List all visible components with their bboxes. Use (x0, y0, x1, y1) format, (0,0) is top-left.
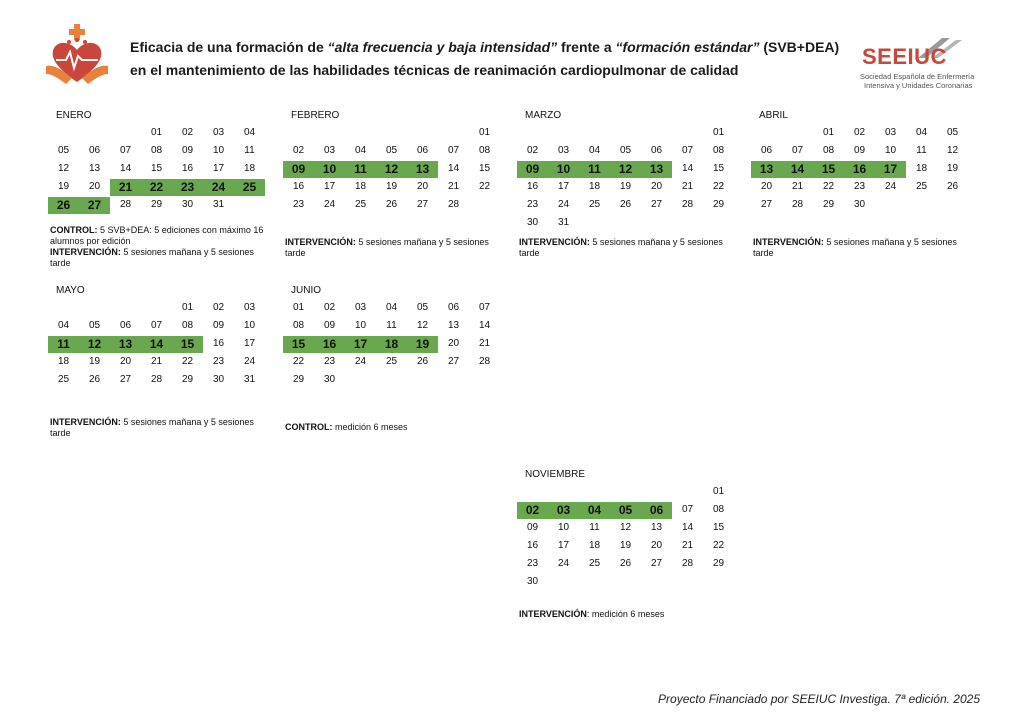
calendar-day: 07 (478, 302, 491, 313)
calendar-day: 25 (915, 181, 928, 192)
calendar-day-highlighted: 11 (48, 336, 79, 353)
calendar-day: 25 (354, 199, 367, 210)
note-mayo: INTERVENCIÓN: 5 sesiones mañana y 5 sesiones tarde (50, 417, 254, 438)
calendar-day: 12 (946, 145, 959, 156)
calendar-day: 19 (619, 181, 632, 192)
calendar-day: 19 (385, 181, 398, 192)
calendar-day-highlighted: 03 (548, 502, 579, 519)
calendar-day: 02 (181, 127, 194, 138)
calendar-day-highlighted: 12 (610, 161, 641, 178)
calendar-day: 10 (557, 522, 570, 533)
calendar-day: 02 (526, 145, 539, 156)
calendar-day: 01 (712, 486, 725, 497)
calendar-day: 06 (447, 302, 460, 313)
calendar-day: 23 (323, 356, 336, 367)
calendar-day: 10 (354, 320, 367, 331)
calendar-day: 27 (447, 356, 460, 367)
calendar-day: 25 (588, 199, 601, 210)
calendar-day: 08 (292, 320, 305, 331)
calendar-day: 28 (150, 374, 163, 385)
calendar-day-highlighted: 13 (110, 336, 141, 353)
calendar-day: 21 (791, 181, 804, 192)
calendar-day-highlighted: 09 (283, 161, 314, 178)
calendar-day: 26 (88, 374, 101, 385)
calendar-day-highlighted: 11 (345, 161, 376, 178)
calendar-day: 06 (119, 320, 132, 331)
logo-subtitle-1: Sociedad Española de Enfermería (860, 72, 975, 81)
calendar-day: 20 (447, 338, 460, 349)
calendar-day-highlighted: 16 (314, 336, 345, 353)
calendar-day: 22 (712, 181, 725, 192)
calendar-day: 17 (323, 181, 336, 192)
calendar-day: 06 (650, 145, 663, 156)
calendar-day: 29 (712, 558, 725, 569)
calendar-day: 30 (526, 217, 539, 228)
calendar-day: 14 (447, 163, 460, 174)
calendar-day: 23 (212, 356, 225, 367)
calendar-day-highlighted: 15 (172, 336, 203, 353)
calendar-day: 29 (822, 199, 835, 210)
calendar-day: 17 (557, 540, 570, 551)
calendar-day: 16 (212, 338, 225, 349)
calendar-day: 04 (385, 302, 398, 313)
calendar-day: 23 (292, 199, 305, 210)
seeiuc-logo (858, 36, 978, 92)
calendar-day-highlighted: 13 (407, 161, 438, 178)
calendar-day: 29 (150, 199, 163, 210)
note-enero: CONTROL: 5 SVB+DEA: 5 ediciones con máximo 16 alumnos por edición INTERVENCIÓN: 5 sesiones mañana y 5 sesiones tarde (50, 225, 264, 268)
calendar-day: 04 (243, 127, 256, 138)
calendar-day: 05 (946, 127, 959, 138)
calendar-day: 27 (119, 374, 132, 385)
calendar-day: 16 (292, 181, 305, 192)
calendar-day-highlighted: 04 (579, 502, 610, 519)
calendar-day-highlighted: 13 (641, 161, 672, 178)
calendar-day-highlighted: 18 (376, 336, 407, 353)
note-febrero: INTERVENCIÓN: 5 sesiones mañana y 5 sesiones tarde (285, 237, 489, 258)
calendar-day: 31 (212, 199, 225, 210)
calendar-day: 10 (212, 145, 225, 156)
calendar-day: 29 (712, 199, 725, 210)
calendar-day-highlighted: 06 (641, 502, 672, 519)
calendar-day-highlighted: 12 (79, 336, 110, 353)
calendar-day: 07 (150, 320, 163, 331)
calendar-day: 31 (243, 374, 256, 385)
logo-wordmark: SEEIUC (862, 44, 947, 69)
calendar-day: 06 (88, 145, 101, 156)
calendar-day: 22 (822, 181, 835, 192)
calendar-day: 25 (588, 558, 601, 569)
calendar-day: 22 (292, 356, 305, 367)
heart-hands-logo-icon (44, 22, 110, 88)
calendar-day: 28 (119, 199, 132, 210)
calendar-day: 24 (243, 356, 256, 367)
calendar-day: 06 (416, 145, 429, 156)
calendar-day: 22 (181, 356, 194, 367)
calendar-day-highlighted: 24 (203, 179, 234, 196)
calendar-day: 20 (650, 181, 663, 192)
calendar-day: 03 (354, 302, 367, 313)
calendar-day: 10 (243, 320, 256, 331)
calendar-day-highlighted: 17 (345, 336, 376, 353)
calendar-day: 15 (712, 163, 725, 174)
calendar-day: 03 (323, 145, 336, 156)
calendar-day: 16 (181, 163, 194, 174)
calendar-day: 14 (119, 163, 132, 174)
calendar-day: 15 (150, 163, 163, 174)
calendar-day: 03 (243, 302, 256, 313)
calendar-day: 24 (884, 181, 897, 192)
calendar-day: 05 (88, 320, 101, 331)
footer-funding-note: Proyecto Financiado por SEEIUC Investiga. 7ª edición. 2025 (658, 692, 980, 706)
calendar-day: 07 (681, 145, 694, 156)
calendar-day: 07 (447, 145, 460, 156)
calendar-day: 08 (150, 145, 163, 156)
calendar-day: 02 (292, 145, 305, 156)
calendar-day: 27 (650, 558, 663, 569)
calendar-day: 26 (416, 356, 429, 367)
note-abril: INTERVENCIÓN: 5 sesiones mañana y 5 sesiones tarde (753, 237, 957, 258)
month-name: ABRIL (759, 110, 788, 121)
calendar-day: 22 (478, 181, 491, 192)
calendar-day: 20 (416, 181, 429, 192)
calendar-day-highlighted: 17 (875, 161, 906, 178)
calendar-day: 05 (416, 302, 429, 313)
month-name: ENERO (56, 110, 92, 121)
calendar-day: 31 (557, 217, 570, 228)
calendar-day: 23 (526, 199, 539, 210)
calendar-day: 14 (681, 522, 694, 533)
calendar-day: 07 (791, 145, 804, 156)
calendar-day: 19 (946, 163, 959, 174)
calendar-day: 24 (354, 356, 367, 367)
calendar-day: 14 (681, 163, 694, 174)
calendar-day: 03 (884, 127, 897, 138)
month-name: JUNIO (291, 285, 321, 296)
calendar-day-highlighted: 10 (314, 161, 345, 178)
calendar-day: 23 (526, 558, 539, 569)
calendar-day: 16 (526, 181, 539, 192)
calendar-day: 15 (712, 522, 725, 533)
calendar-day: 08 (478, 145, 491, 156)
calendar-day: 10 (884, 145, 897, 156)
calendar-day-highlighted: 14 (782, 161, 813, 178)
calendar-day: 03 (212, 127, 225, 138)
calendar-day-highlighted: 14 (141, 336, 172, 353)
calendar-day: 28 (478, 356, 491, 367)
calendar-day: 21 (681, 181, 694, 192)
calendar-day: 08 (181, 320, 194, 331)
calendar-day: 12 (619, 522, 632, 533)
calendar-day-highlighted: 02 (517, 502, 548, 519)
calendar-day: 27 (650, 199, 663, 210)
calendar-day: 01 (712, 127, 725, 138)
calendar-day: 01 (478, 127, 491, 138)
calendar-day-highlighted: 23 (172, 179, 203, 196)
calendar-day-highlighted: 21 (110, 179, 141, 196)
calendar-day: 18 (57, 356, 70, 367)
month-name: NOVIEMBRE (525, 469, 586, 480)
note-marzo: INTERVENCIÓN: 5 sesiones mañana y 5 sesiones tarde (519, 237, 723, 258)
calendar-day: 09 (323, 320, 336, 331)
calendar-day: 09 (526, 522, 539, 533)
calendar-day: 30 (853, 199, 866, 210)
calendar-day: 18 (588, 540, 601, 551)
calendar-day: 20 (119, 356, 132, 367)
calendar-day: 27 (760, 199, 773, 210)
calendar-day: 28 (681, 199, 694, 210)
calendar-day: 11 (386, 320, 397, 331)
calendar-day: 11 (244, 145, 255, 156)
calendar-day-highlighted: 15 (813, 161, 844, 178)
note-junio: CONTROL: medición 6 meses (285, 422, 408, 432)
calendar-day: 25 (385, 356, 398, 367)
calendar-day: 04 (57, 320, 70, 331)
calendar-day: 01 (292, 302, 305, 313)
calendar-day: 30 (212, 374, 225, 385)
calendar-day: 30 (526, 576, 539, 587)
calendar-day: 25 (57, 374, 70, 385)
calendar-day: 01 (150, 127, 163, 138)
calendar-day-highlighted: 22 (141, 179, 172, 196)
calendar-day: 24 (557, 199, 570, 210)
page-title: Eficacia de una formación de “alta frecuencia y baja intensidad” frente a “formación estándar” (SVB+DEA) en el mantenimiento de las habilidades técnicas de reanimación cardiopulmonar de calidad (130, 39, 840, 78)
calendar-day: 12 (57, 163, 70, 174)
calendar-day: 20 (760, 181, 773, 192)
calendar-day: 03 (557, 145, 570, 156)
calendar-day: 05 (385, 145, 398, 156)
calendar-day: 23 (853, 181, 866, 192)
calendar-day: 21 (150, 356, 163, 367)
calendar-day: 24 (323, 199, 336, 210)
calendar-day-highlighted: 12 (376, 161, 407, 178)
calendar-day: 05 (57, 145, 70, 156)
calendar-day: 09 (853, 145, 866, 156)
calendar-day-highlighted: 26 (48, 197, 79, 214)
calendar-day-highlighted: 15 (283, 336, 314, 353)
calendar-day: 24 (557, 558, 570, 569)
calendar-day: 22 (712, 540, 725, 551)
calendar-day: 30 (323, 374, 336, 385)
calendar-day-highlighted: 09 (517, 161, 548, 178)
calendar-day: 26 (385, 199, 398, 210)
calendar-day: 07 (119, 145, 132, 156)
month-name: MAYO (56, 285, 85, 296)
calendar-day: 20 (650, 540, 663, 551)
calendar-day: 17 (212, 163, 225, 174)
calendar-day: 14 (478, 320, 491, 331)
calendar-day-highlighted: 13 (751, 161, 782, 178)
calendar-day: 19 (57, 181, 70, 192)
calendar-day-highlighted: 19 (407, 336, 438, 353)
calendar-day: 15 (478, 163, 491, 174)
calendar-day: 29 (181, 374, 194, 385)
calendar-day: 01 (181, 302, 194, 313)
calendar-day: 04 (915, 127, 928, 138)
calendar-day: 19 (619, 540, 632, 551)
calendar-day: 18 (915, 163, 928, 174)
month-name: FEBRERO (291, 110, 340, 121)
calendar-day: 02 (853, 127, 866, 138)
calendar-day: 27 (416, 199, 429, 210)
calendar-day: 09 (181, 145, 194, 156)
calendar-day: 04 (588, 145, 601, 156)
calendar-day: 21 (681, 540, 694, 551)
note-noviembre: INTERVENCIÓN: medición 6 meses (519, 609, 665, 619)
calendar-day-highlighted: 05 (610, 502, 641, 519)
calendar-day-highlighted: 10 (548, 161, 579, 178)
calendar-day: 07 (681, 504, 694, 515)
calendar-day: 01 (822, 127, 835, 138)
month-name: MARZO (525, 110, 562, 121)
calendar-day: 20 (88, 181, 101, 192)
calendar-day: 18 (243, 163, 256, 174)
calendar-day: 08 (822, 145, 835, 156)
calendar-day: 18 (588, 181, 601, 192)
calendar-day: 28 (791, 199, 804, 210)
calendar-day: 30 (181, 199, 194, 210)
calendar-day-highlighted: 16 (844, 161, 875, 178)
calendar-day: 09 (212, 320, 225, 331)
calendar-day: 13 (447, 320, 460, 331)
calendar-day: 11 (916, 145, 927, 156)
calendar-day: 05 (619, 145, 632, 156)
calendar-day: 13 (650, 522, 663, 533)
calendar-day: 21 (447, 181, 460, 192)
calendar-day: 19 (88, 356, 101, 367)
logo-subtitle-2: Intensiva y Unidades Coronarias (864, 81, 973, 90)
calendar-day-highlighted: 25 (234, 179, 265, 196)
calendar-day: 26 (619, 199, 632, 210)
calendar-day: 08 (712, 504, 725, 515)
calendar-day: 04 (354, 145, 367, 156)
calendar-day: 06 (760, 145, 773, 156)
calendar-day: 02 (212, 302, 225, 313)
calendar-day: 21 (478, 338, 491, 349)
calendar-day: 17 (557, 181, 570, 192)
calendar-day: 11 (589, 522, 600, 533)
calendar-day: 28 (681, 558, 694, 569)
calendar-day: 17 (243, 338, 256, 349)
calendar-day: 29 (292, 374, 305, 385)
calendar-day: 28 (447, 199, 460, 210)
calendar-day: 26 (946, 181, 959, 192)
calendar-day-highlighted: 11 (579, 161, 610, 178)
calendar-day: 02 (323, 302, 336, 313)
calendar-day: 12 (416, 320, 429, 331)
calendar-day: 18 (354, 181, 367, 192)
calendar-day: 16 (526, 540, 539, 551)
calendar-day: 08 (712, 145, 725, 156)
calendar-day-highlighted: 27 (79, 197, 110, 214)
calendar-day: 13 (88, 163, 101, 174)
calendar-day: 26 (619, 558, 632, 569)
